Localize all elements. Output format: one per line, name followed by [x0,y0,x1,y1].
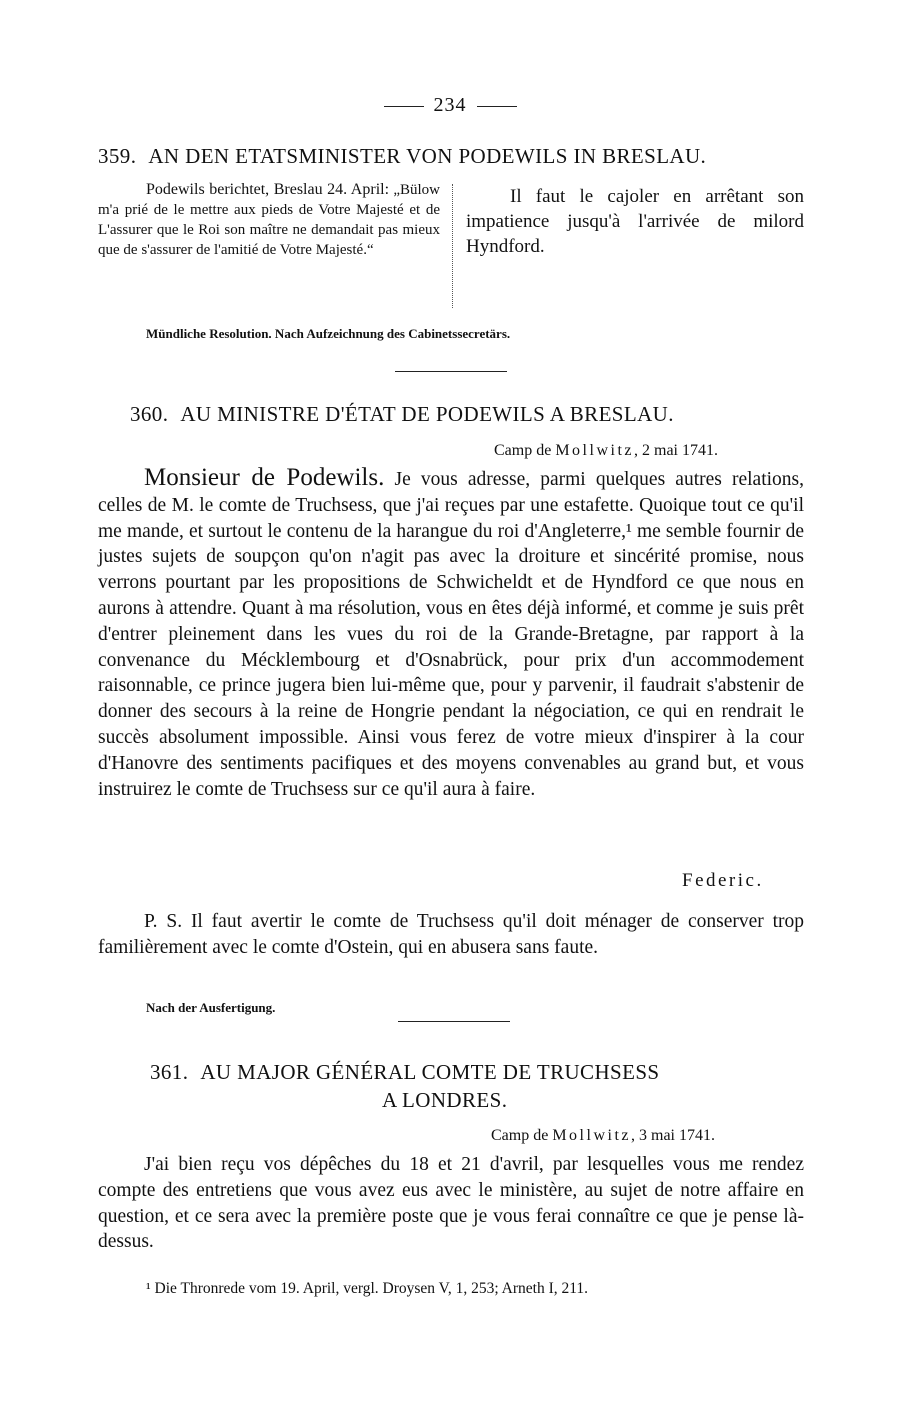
letter-360-heading: 360. AU MINISTRE D'ÉTAT DE PODEWILS A BRESLAU. [130,402,674,426]
signature: Federic. [682,870,764,891]
page-number: 234 [0,94,900,117]
letter-361-dateline: Camp de Mollwitz, 3 mai 1741. [491,1127,715,1144]
letter-361-heading-line2: A LONDRES. [382,1088,508,1112]
section-rule [398,1021,510,1022]
letter-360-source: Nach der Ausfertigung. [146,1000,276,1015]
salutation: Monsieur de Podewils. [144,464,385,491]
letter-359-response: Il faut le cajoler en arrêtant son impatience jusqu'à l'arrivée de milord Hyndford. [466,186,804,257]
letter-359-extract [98,180,440,260]
letter-359-source: Mündliche Resolution. Nach Aufzeichnung des Cabinetssecretärs. [146,326,511,341]
letter-360-dateline: Camp de Mollwitz, 2 mai 1741. [494,442,718,459]
column-divider [452,184,453,308]
letter-360-body: Monsieur de Podewils. Je vous adresse, parmi quelques autres relations, celles de M. le comte de Truchsess, que j'ai reçues par une estafette. Quoique tout ce qu'il me mande, et surtout le contenu de la harangue du roi d'Angleterre,¹ me semble fournir de justes sujets de soupçon qu'on n'agit pas avec la droiture et sincérité promise, nous verrons pourtant par les propositions de Schwicheldt et de Hyndford ce que nous en aurons à attendre. Quant à ma résolution, vous en êtes déjà informé, et comme je suis prêt d'entrer pleinement dans les vues du roi de la Grande-Bretagne, par rapport à la convenance du Mécklembourg et d'Osnabrück, pour prix d'un accommodement raisonnable, ce prince jugera bien lui-même que, pour y parvenir, il faudrait s'abstenir de donner des secours à la reine de Hongrie pendant la négociation, ce qui en rendrait le succès absolument impossible. Ainsi vous ferez de votre mieux d'inspirer à la cour d'Hanovre des sentiments pacifiques et des moyens convenables au grand but, et vous instruirez le comte de Truchsess sur ce qu'il aura à faire. [98,464,804,800]
postscript: P. S. Il faut avertir le comte de Truchsess qu'il doit ménager de conserver trop familièrement avec le comte d'Ostein, qui en abusera sans faute. [98,911,804,958]
section-rule [395,371,507,372]
footnote: ¹ Die Thronrede vom 19. April, vergl. Droysen V, 1, 253; Arneth I, 211. [146,1280,589,1297]
extract-quote: „Bülow m'a prié de le mettre aux pieds de Votre Majesté et de L'assurer que le Roi son maître ne demandait pas mieux que de s'assurer de l'amitié de Votre Majesté.“ [98,182,440,258]
letter-359-heading: 359. AN DEN ETATSMINISTER VON PODEWILS IN BRESLAU. [98,144,707,168]
extract-lead: Podewils berichtet, Breslau 24. April: [146,181,390,198]
letter-361-body: J'ai bien reçu vos dépêches du 18 et 21 d'avril, par lesquelles vous me rendez compte des entretiens que vous avez eus avec le ministère, au sujet de notre affaire en question, et ce sera avec la première poste que je vous ferai connaître ce que je pense là-dessus. [98,1154,804,1253]
folio-dash-right [477,106,517,107]
letter-361-heading-line1: 361. AU MAJOR GÉNÉRAL COMTE DE TRUCHSESS [150,1060,660,1084]
folio-dash-left [384,106,424,107]
